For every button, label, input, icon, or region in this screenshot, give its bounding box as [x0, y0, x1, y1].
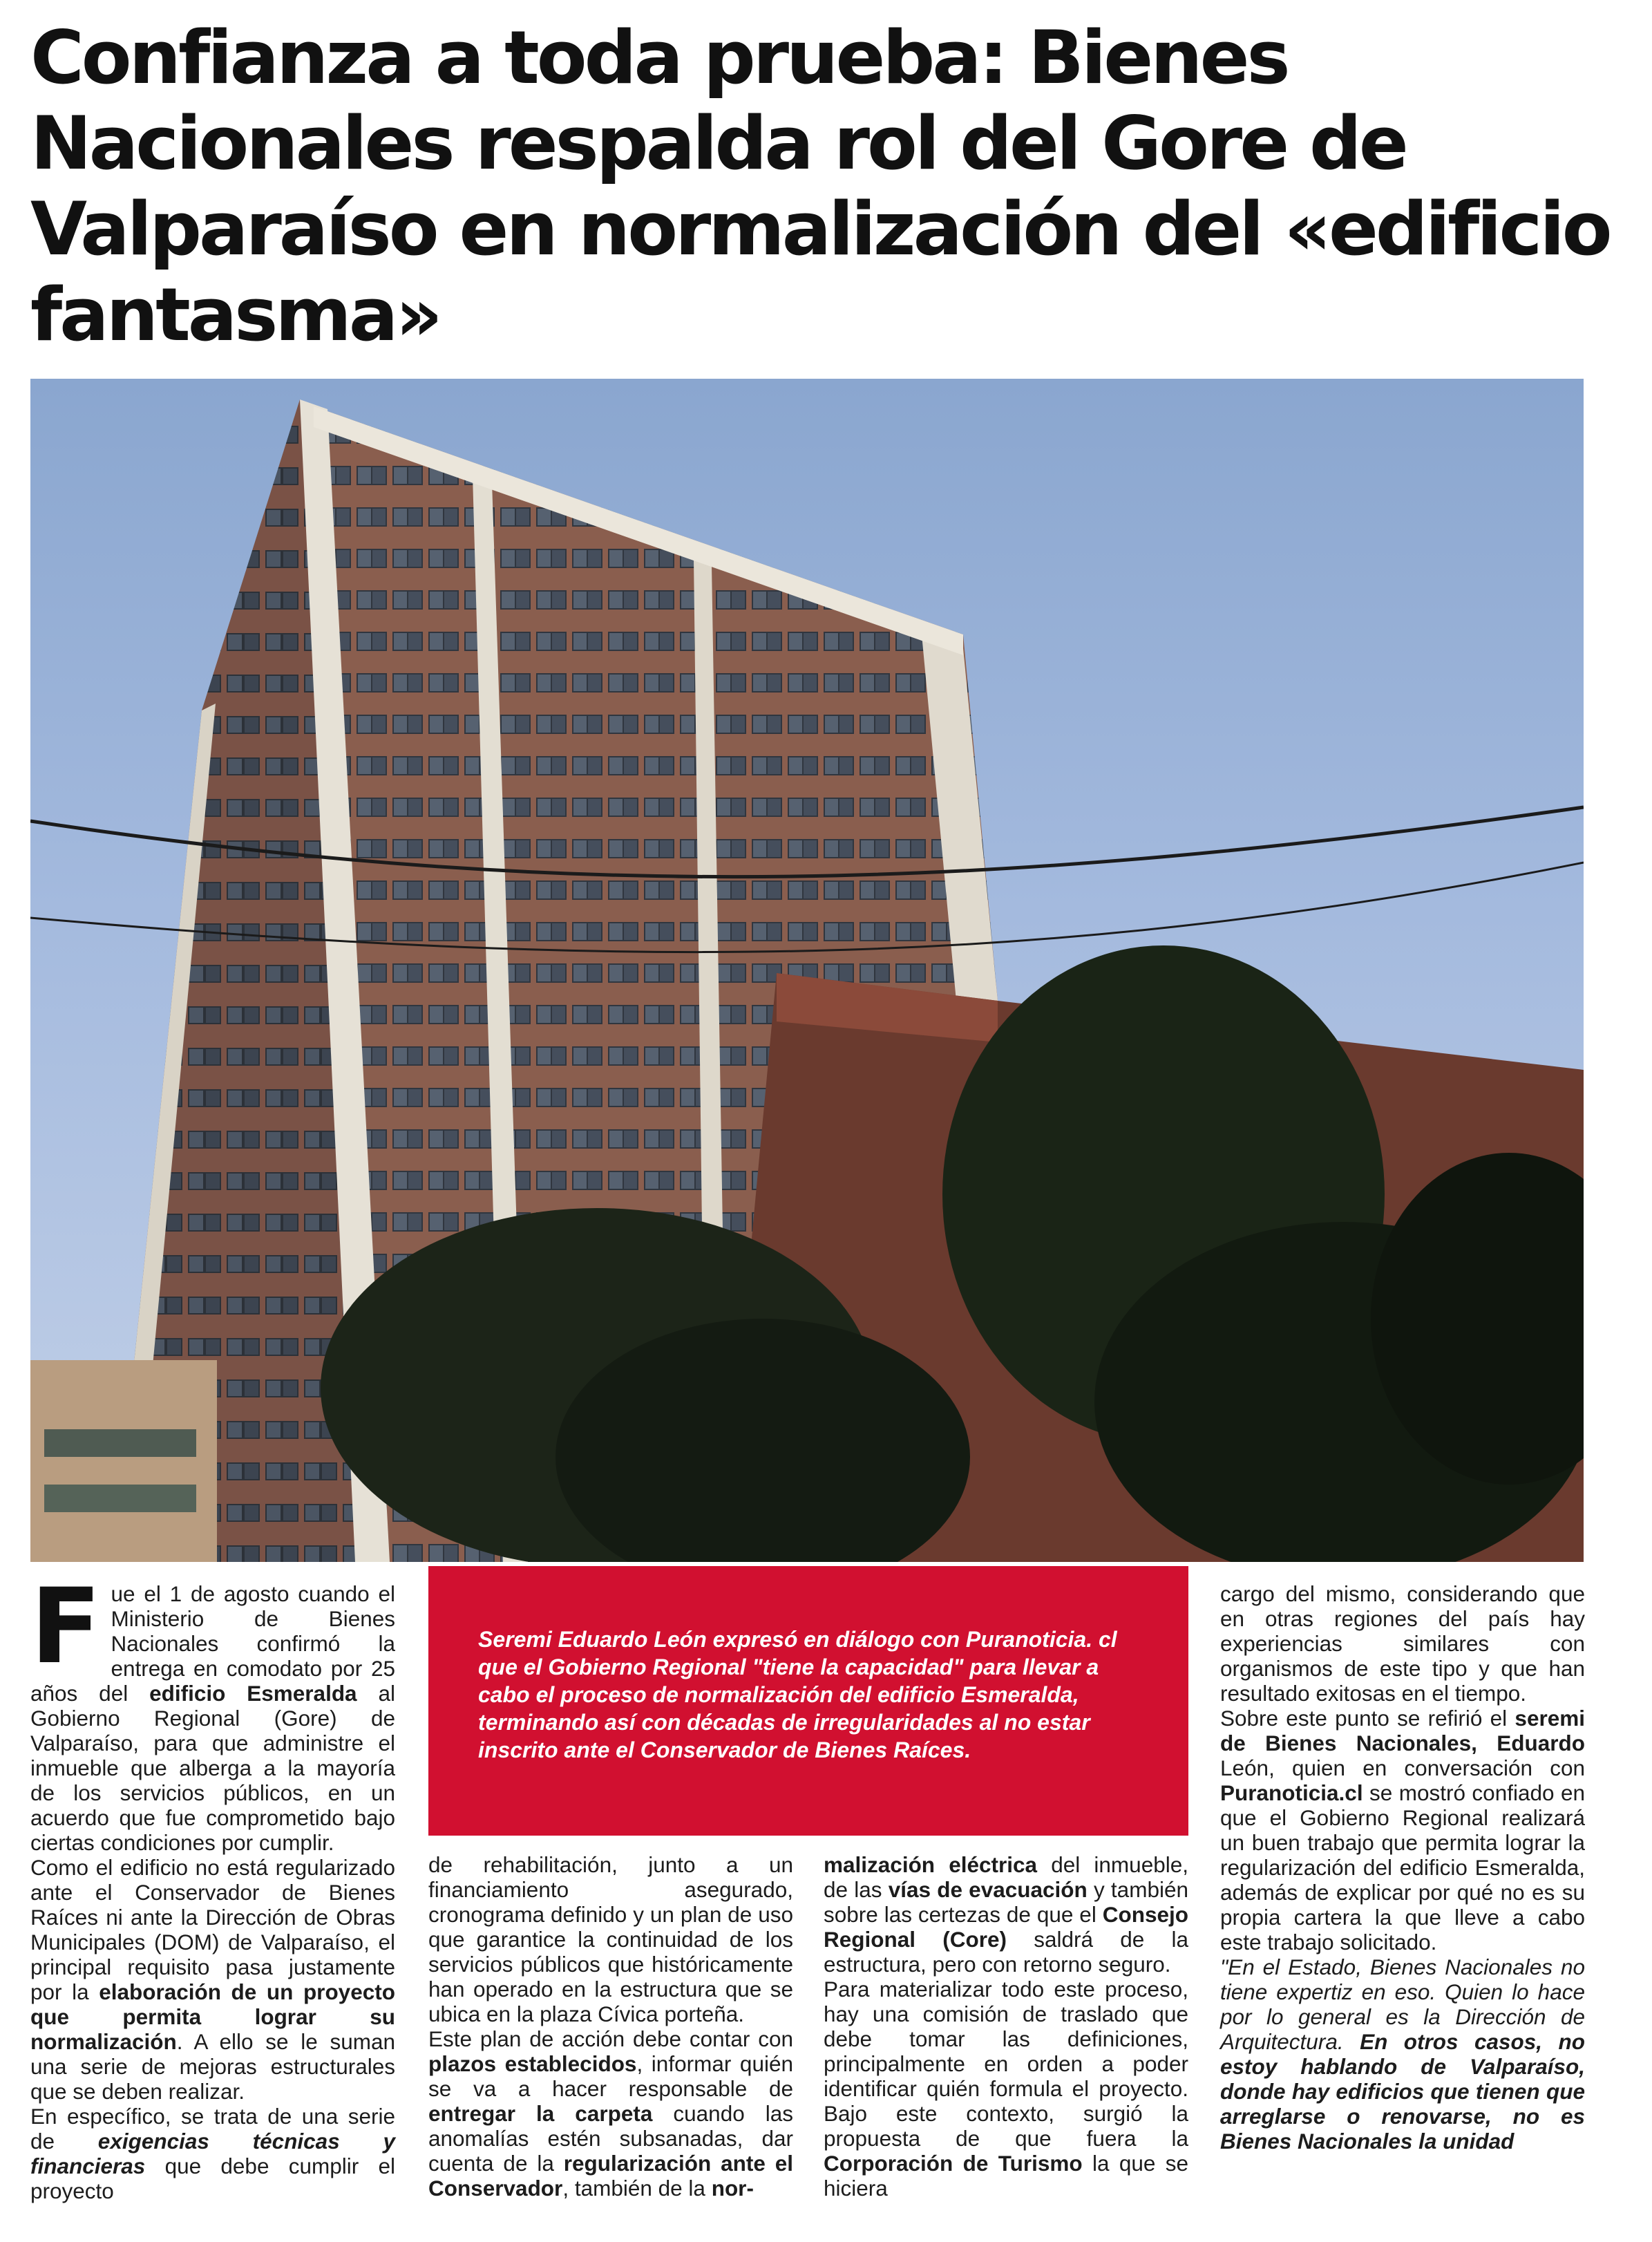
paragraph: "En el Estado, Bienes Nacionales no tiene expertiz en eso. Quien lo hace por lo general es la Dirección de Arquitectura. En otros casos, no estoy hablando de Valparaíso, donde hay edificios que tienen que arreglarse o renovarse, no es Bienes Nacionales la unidad — [1220, 1954, 1586, 2154]
article-column-4 — [1220, 1581, 1585, 2154]
callout-box: Seremi Eduardo León expresó en diálogo con Puranoticia. cl que el Gobierno Regional "tiene la capacidad" para llevar a cabo el proceso de normalización del edificio Esmeralda, terminando así con décadas de irregularidades al no estar inscrito ante el Conservador de Bienes Raíces. — [428, 1566, 1188, 1836]
building-photo — [30, 379, 1584, 1562]
paragraph: Para materializar todo este proceso, hay una comisión de traslado que debe tomar las definiciones, principalmente en orden a poder identificar quién formula el proyecto. Bajo este contexto, surgió la propuesta de que fuera la Corporación de Turismo la que se hiciera — [824, 1977, 1188, 2201]
paragraph: cargo del mismo, considerando que en otras regiones del país hay experiencias similares con organismos de este tipo y que han resultado exitosas en el tiempo. — [1220, 1581, 1585, 1706]
article-column-3 — [824, 1852, 1188, 2201]
paragraph: de rehabilitación, junto a un financiamiento asegurado, cronograma definido y un plan de uso que garantice la continuidad de los servicios públicos que históricamente han operado en la estructura que se ubica en la plaza Cívica porteña. — [428, 1852, 793, 2026]
article-column-2 — [428, 1852, 793, 2201]
paragraph: Este plan de acción debe contar con plazos establecidos, informar quién se va a hacer responsable de entregar la carpeta cuando las anomalías estén subsanadas, dar cuenta de la regularización ante el Conservador, también de la nor- — [428, 2026, 793, 2201]
paragraph: Fue el 1 de agosto cuando el Ministerio de Bienes Nacionales confirmó la entrega en comodato por 25 años del edificio Esmeralda al Gobierno Regional (Gore) de Valparaíso, para que administre el inmueble que alberga a la mayoría de los servicios públicos, en un acuerdo que fue comprometido bajo ciertas condiciones por cumplir. — [30, 1567, 395, 1855]
paragraph: Sobre este punto se refirió el seremi de Bienes Nacionales, Eduardo León, quien en conversación con Puranoticia.cl se mostró confiado en que el Gobierno Regional realizará un buen trabajo que permita lograr la regularización del edificio Esmeralda, además de explicar por qué no es su propia cartera la que lleve a cabo este trabajo solicitado. — [1220, 1706, 1585, 1954]
paragraph: malización eléctrica del inmueble, de las vías de evacuación y también sobre las certezas de que el Consejo Regional (Core) saldrá de la estructura, pero con retorno seguro. — [824, 1852, 1188, 1977]
drop-cap: F — [30, 1567, 102, 1687]
paragraph: Como el edificio no está regularizado ante el Conservador de Bienes Raíces ni ante la Dirección de Obras Municipales (DOM) de Valparaíso, el principal requisito pasa justamente por la elaboración de un proyecto que permita lograr su normalización. A ello se le suman una serie de mejoras estructurales que se deben realizar. — [30, 1855, 395, 2104]
article-column-1 — [30, 1567, 395, 2203]
paragraph: En específico, se trata de una serie de exigencias técnicas y financieras que debe cumplir el proyecto — [30, 2104, 395, 2203]
article-headline: Confianza a toda prueba: Bienes Nacionales respalda rol del Gore de Valparaíso en normalización del «edificio fantasma» — [30, 15, 1610, 357]
